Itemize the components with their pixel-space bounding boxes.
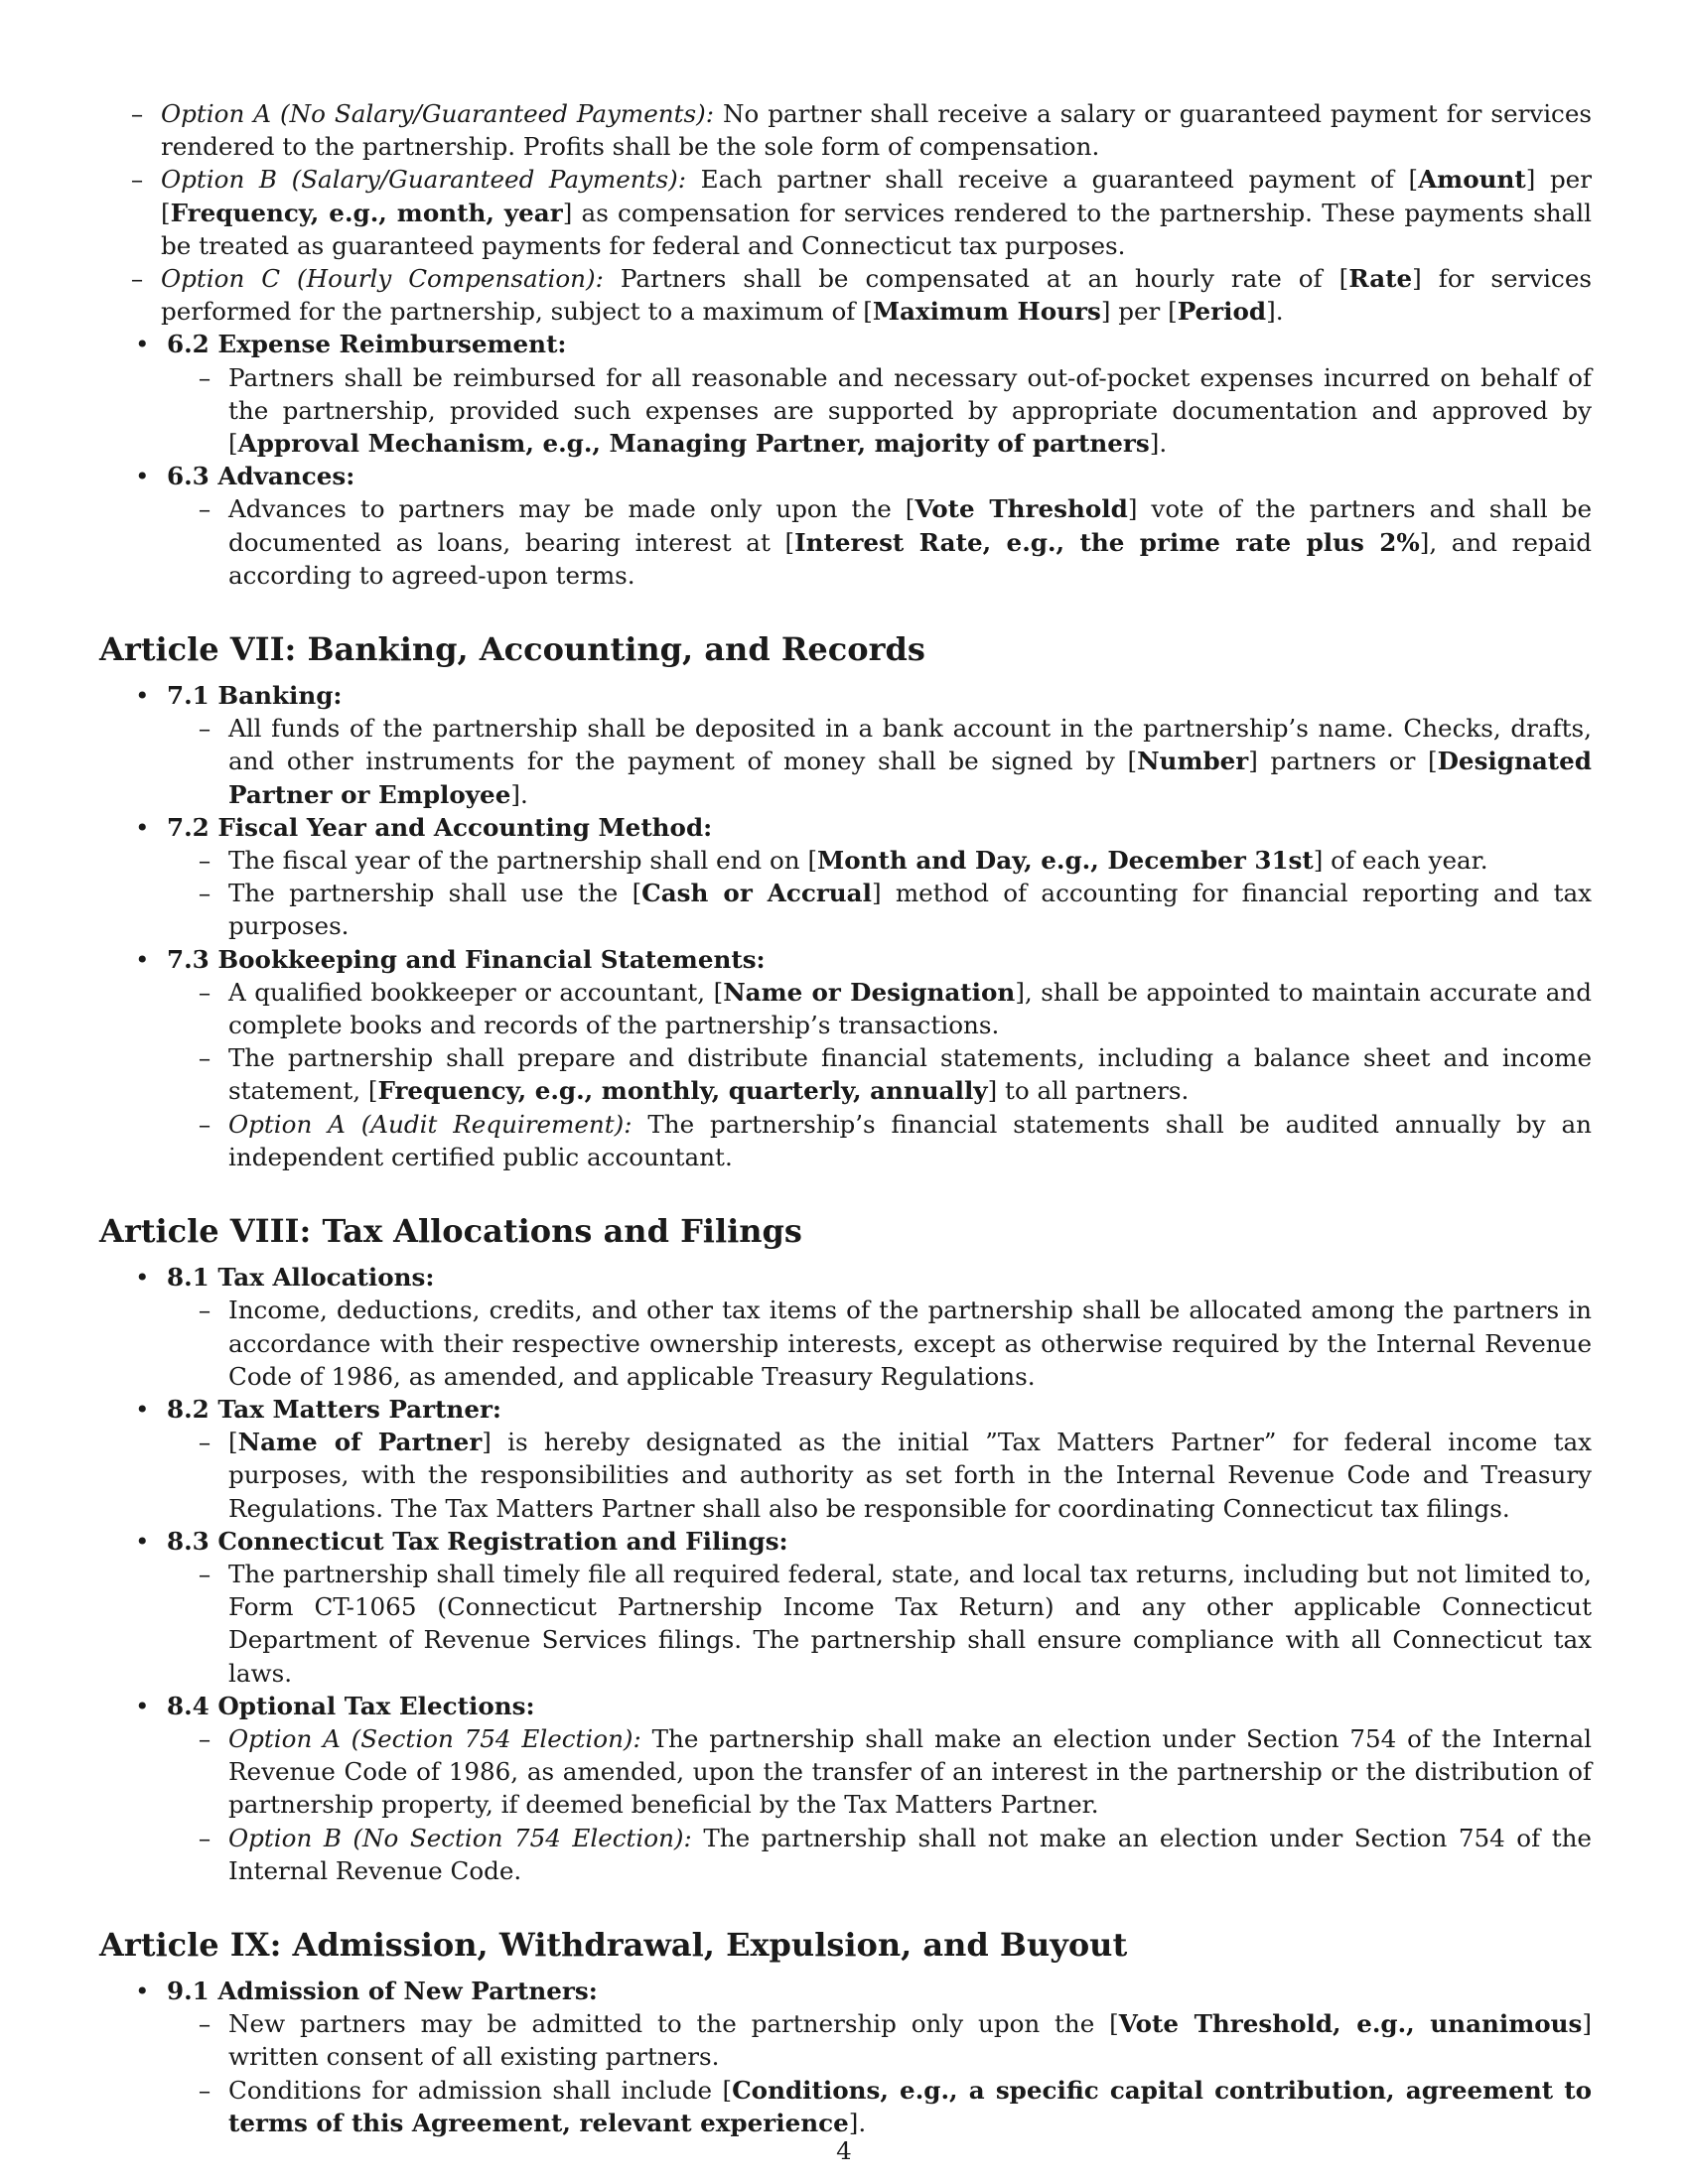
bullet-marker: • <box>135 1691 150 1720</box>
bullet-marker: • <box>135 944 150 974</box>
list-item <box>167 844 1592 877</box>
continued-item-list <box>99 97 1592 328</box>
bullet-marker: • <box>135 462 150 491</box>
option-label: Option A (Audit Requirement): <box>228 1109 633 1139</box>
dash-marker: – <box>198 1559 211 1588</box>
placeholder-field: Approval Mechanism, e.g., Managing Partner, majority of partners <box>237 429 1150 459</box>
bullet-marker: • <box>135 1394 150 1424</box>
dash-marker: – <box>198 362 211 392</box>
section <box>99 1525 1592 1690</box>
body-text: The partnership shall use the [ <box>228 879 642 908</box>
article-heading: Article VII: Banking, Accounting, and Records <box>99 630 925 669</box>
placeholder-field: Conditions, e.g., a specific capital contribution, agreement to terms of this Agreement, relevant experience <box>228 2075 1592 2137</box>
section-title: 8.3 Connecticut Tax Registration and Filings: <box>167 1526 788 1556</box>
body-text: ] for services performed for the partnership, subject to a maximum of [ <box>161 264 1592 327</box>
body-text: ]. <box>848 2108 867 2137</box>
body-text: Each partner shall receive a guaranteed payment of [ <box>700 165 1419 195</box>
dash-marker: – <box>130 99 144 128</box>
dash-marker: – <box>198 1296 211 1325</box>
body-text: ] method of accounting for financial reporting and tax purposes. <box>228 879 1592 941</box>
dash-marker: – <box>198 2075 211 2105</box>
option-label: Option C (Hourly Compensation): <box>161 264 604 294</box>
section-title: 7.1 Banking: <box>167 681 343 711</box>
list-item <box>167 1294 1592 1393</box>
dash-marker: – <box>198 1428 211 1457</box>
section-title: 9.1 Admission of New Partners: <box>167 1976 598 2005</box>
body-text: ]. <box>1149 429 1168 459</box>
section <box>99 811 1592 943</box>
body-text: ] vote of the partners and shall be documented as loans, bearing interest at [ <box>228 494 1592 557</box>
dash-marker: – <box>198 1723 211 1753</box>
section-items <box>167 1294 1592 1393</box>
bullet-marker: • <box>135 1263 150 1293</box>
section-title: 8.2 Tax Matters Partner: <box>167 1394 501 1424</box>
list-item <box>167 2074 1592 2139</box>
section-items <box>167 492 1592 592</box>
dash-marker: – <box>198 1043 211 1073</box>
list-item <box>167 712 1592 811</box>
bullet-marker: • <box>135 1526 150 1556</box>
dash-marker: – <box>198 879 211 908</box>
placeholder-field: Number <box>1137 747 1249 776</box>
section-items <box>167 976 1592 1173</box>
list-item <box>167 1041 1592 1107</box>
section-title: 6.2 Expense Reimbursement: <box>167 330 567 359</box>
dash-marker: – <box>198 977 211 1007</box>
section <box>99 1975 1592 2139</box>
section-list <box>99 1261 1592 1887</box>
article <box>99 1925 1592 2139</box>
article <box>99 629 1592 1173</box>
article-list <box>99 629 1592 2139</box>
body-text: The partnership shall prepare and distribute financial statements, including a balance sheet and income statement, [ <box>228 1043 1592 1106</box>
option-item <box>167 1108 1592 1173</box>
body-text: ], shall be appointed to maintain accurate and complete books and records of the partnership’s transactions. <box>228 977 1592 1040</box>
section-items <box>167 1558 1592 1690</box>
body-text: ] partners or [ <box>1248 747 1438 776</box>
article-heading: Article VIII: Tax Allocations and Filings <box>99 1212 802 1251</box>
body-text: ] of each year. <box>1313 846 1488 876</box>
body-text: ] per [ <box>161 165 1592 227</box>
section-title: 7.2 Fiscal Year and Accounting Method: <box>167 812 713 842</box>
body-text: ] per [ <box>1100 297 1178 327</box>
placeholder-field: Month and Day, e.g., December 31st <box>817 846 1314 876</box>
dash-marker: – <box>130 264 144 294</box>
section <box>99 679 1592 811</box>
option-item <box>167 1822 1592 1887</box>
list-item <box>167 361 1592 461</box>
list-item <box>167 1558 1592 1690</box>
placeholder-field: Amount <box>1418 165 1526 195</box>
article <box>99 1211 1592 1887</box>
dash-marker: – <box>198 1109 211 1139</box>
placeholder-field: Interest Rate, e.g., the prime rate plus 2% <box>794 527 1420 557</box>
body-text: ] written consent of all existing partners. <box>228 2009 1592 2072</box>
section <box>99 460 1592 592</box>
section-title: 8.1 Tax Allocations: <box>167 1263 435 1293</box>
option-label: Option B (No Section 754 Election): <box>228 1823 692 1852</box>
section <box>99 1690 1592 1887</box>
bullet-marker: • <box>135 681 150 711</box>
option-label: Option A (Section 754 Election): <box>228 1723 641 1753</box>
dash-marker: – <box>130 165 144 195</box>
body-text: The fiscal year of the partnership shall end on [ <box>228 846 818 876</box>
placeholder-field: Period <box>1177 297 1267 327</box>
body-text: A qualified bookkeeper or accountant, [ <box>228 977 724 1007</box>
dash-marker: – <box>198 494 211 524</box>
list-item <box>167 2007 1592 2073</box>
body-text: All funds of the partnership shall be deposited in a bank account in the partnership’s name. Checks, drafts, and other instruments for the payment of money shall be signed by [ <box>228 714 1592 776</box>
body-text: Advances to partners may be made only upon the [ <box>228 494 915 524</box>
section <box>99 943 1592 1173</box>
page-content <box>99 97 1592 2139</box>
placeholder-field: Name of Partner <box>237 1428 483 1457</box>
dash-marker: – <box>198 714 211 744</box>
dash-marker: – <box>198 846 211 876</box>
bullet-marker: • <box>135 1976 150 2005</box>
placeholder-field: Cash or Accrual <box>641 879 872 908</box>
section-items <box>167 1722 1592 1887</box>
section <box>99 1261 1592 1393</box>
placeholder-field: Vote Threshold <box>914 494 1128 524</box>
article-heading: Article IX: Admission, Withdrawal, Expulsion, and Buyout <box>99 1925 1128 1964</box>
section-list <box>99 1975 1592 2139</box>
section <box>99 1393 1592 1525</box>
body-text: Income, deductions, credits, and other tax items of the partnership shall be allocated among the partners in accordance with their respective ownership interests, except as otherwise required by the Internal Revenue Code of 1986, as amended, and applicable Treasury Regulations. <box>228 1296 1592 1391</box>
option-item <box>32 163 1592 262</box>
placeholder-field: Rate <box>1348 264 1413 294</box>
body-text: ] to all partners. <box>987 1076 1190 1106</box>
option-label: Option A (No Salary/Guaranteed Payments): <box>161 99 715 128</box>
body-text: The partnership’s financial statements shall be audited annually by an independent certified public accountant. <box>228 1109 1592 1171</box>
body-text: The partnership shall timely file all required federal, state, and local tax returns, including but not limited to, Form CT-1065 (Connecticut Partnership Income Tax Return) and any other applicable Connecticut Department of Revenue Services filings. The partnership shall ensure compliance with all Connecticut tax laws. <box>228 1559 1592 1688</box>
section-list <box>99 679 1592 1173</box>
option-item <box>32 262 1592 328</box>
bullet-marker: • <box>135 812 150 842</box>
dash-marker: – <box>198 1823 211 1852</box>
option-label: Option B (Salary/Guaranteed Payments): <box>161 165 687 195</box>
bullet-marker: • <box>135 330 150 359</box>
placeholder-field: Frequency, e.g., monthly, quarterly, annually <box>377 1076 988 1106</box>
body-text: ], and repaid according to agreed-upon terms. <box>228 527 1592 590</box>
dash-marker: – <box>198 2009 211 2039</box>
placeholder-field: Name or Designation <box>723 977 1016 1007</box>
body-text: New partners may be admitted to the partnership only upon the [ <box>228 2009 1119 2039</box>
body-text: No partner shall receive a salary or guaranteed payment for services rendered to the partnership. Profits shall be the sole form of compensation. <box>161 99 1593 162</box>
section-items <box>167 712 1592 811</box>
list-item <box>167 492 1592 592</box>
placeholder-field: Vote Threshold, e.g., unanimous <box>1118 2009 1583 2039</box>
body-text: Conditions for admission shall include [ <box>228 2075 733 2105</box>
section-title: 7.3 Bookkeeping and Financial Statements: <box>167 944 766 974</box>
section-items <box>167 844 1592 943</box>
section-items <box>167 2007 1592 2139</box>
body-text: ] as compensation for services rendered to the partnership. These payments shall be treated as guaranteed payments for federal and Connecticut tax purposes. <box>161 198 1593 260</box>
body-text: Partners shall be reimbursed for all reasonable and necessary out-of-pocket expenses incurred on behalf of the partnership, provided such expenses are supported by appropriate documentation and approved by [ <box>228 362 1592 459</box>
body-text: [ <box>228 1428 238 1457</box>
body-text: ]. <box>1266 297 1284 327</box>
section <box>99 328 1592 460</box>
list-item <box>167 1426 1592 1525</box>
section-title: 8.4 Optional Tax Elections: <box>167 1691 535 1720</box>
page-number: 4 <box>836 2136 852 2165</box>
body-text: The partnership shall not make an election under Section 754 of the Internal Revenue Code. <box>228 1823 1592 1885</box>
section-list <box>99 328 1592 592</box>
list-item <box>167 877 1592 942</box>
body-text: Partners shall be compensated at an hourly rate of [ <box>620 264 1349 294</box>
body-text: ]. <box>510 779 528 809</box>
option-item <box>32 97 1592 163</box>
list-item <box>167 976 1592 1041</box>
option-item <box>167 1722 1592 1822</box>
body-text: ] is hereby designated as the initial ”Tax Matters Partner” for federal income tax purposes, with the responsibilities and authority as set forth in the Internal Revenue Code and Treasury Regulations. The Tax Matters Partner shall also be responsible for coordinating Connecticut tax filings. <box>228 1428 1592 1523</box>
placeholder-field: Frequency, e.g., month, year <box>170 198 563 227</box>
placeholder-field: Maximum Hours <box>872 297 1101 327</box>
section-items <box>167 1426 1592 1525</box>
placeholder-field: Designated Partner or Employee <box>228 747 1592 809</box>
section-items <box>167 361 1592 461</box>
section-title: 6.3 Advances: <box>167 462 355 491</box>
body-text: The partnership shall make an election under Section 754 of the Internal Revenue Code of 1986, as amended, upon the transfer of an interest in the partnership or the distribution of partnership property, if deemed beneficial by the Tax Matters Partner. <box>228 1723 1592 1820</box>
